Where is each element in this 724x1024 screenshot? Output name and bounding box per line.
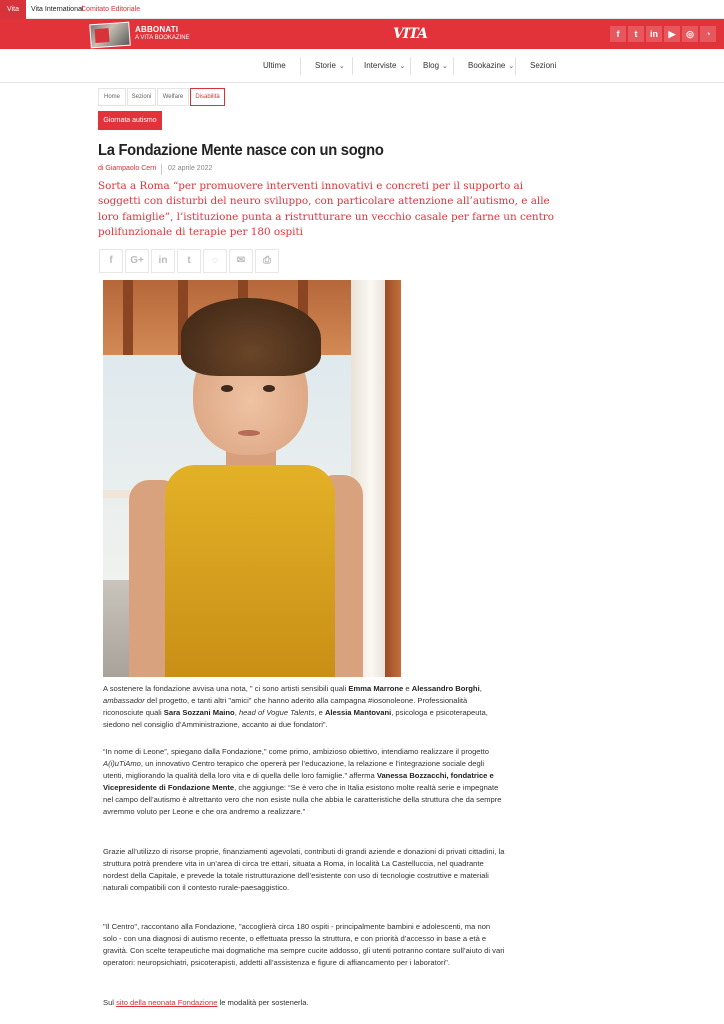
chevron-down-icon: ⌄ [508,63,515,70]
twitter-icon[interactable]: t [628,26,644,42]
p1-segment: A sostenere la fondazione avvisa una nota, " ci sono artisti sensibili quali [103,684,349,693]
p2-segment: Vanessa Bozzacchi, fondatrice e Vicepresidente di Fondazione Mente [103,771,494,792]
chevron-down-icon: ⌄ [399,63,406,70]
p1-segment: , e [314,708,325,717]
topbar-comitato-link[interactable]: Comitato Editoriale [81,6,141,13]
p1-segment: Sara Sozzani Maino [163,708,235,717]
linkedin-icon[interactable]: in [646,26,662,42]
top-bar [0,0,724,19]
body-paragraph-2 [103,746,505,818]
p2-segment: A(i)uTiAmo [103,759,141,768]
photo-yellow-tank-top [165,465,335,677]
breadcrumb-3[interactable]: Welfare [157,88,189,106]
p5-text-pre: Sul [103,998,117,1007]
photo-beam [123,280,133,355]
instagram-icon[interactable]: ◎ [682,26,698,42]
facebook-share-icon[interactable]: f [99,249,123,273]
breadcrumb-2[interactable]: Sezioni [127,88,156,106]
chevron-down-icon: ⌄ [442,63,448,70]
nav-divider [410,57,411,75]
nav-divider [515,57,516,75]
body-paragraph-5 [103,997,505,1009]
site-header [0,19,724,49]
bookazine-cover-image[interactable] [89,22,131,49]
p1-segment: , psicologa e psicoterapeuta, siedono nel consiglio d’Amministrazione, accanto ai due fondatori". [103,708,488,729]
linkedin-share-icon[interactable]: in [151,249,175,273]
photo-eye-left [221,385,233,392]
p2-segment: , che aggiunge: “Se è vero che in Italia esistono molte realtà serie e impegnate nel campo dell’autismo è altrettanto vero che non esiste nulla che abbia le caratteristiche della struttura che da sempre avremmo voluto per Leone e che ora andremo a realizzare.” [103,783,502,816]
p2-segment: “In nome di Leone”, spiegano dalla Fondazione," come primo, ambizioso obiettivo, intendiamo realizzare il progetto [103,747,489,756]
print-share-icon[interactable]: ⎙ [255,249,279,273]
chevron-down-icon: ⌄ [338,63,345,70]
nav-divider [300,57,301,75]
nav-item-label: Bookazine [468,61,506,70]
p1-segment: del progetto, e tanti altri "amici" che hanno aderito alla campagna #iosonoleone. Professionalità riconosciute quali [103,696,468,717]
breadcrumb-4[interactable]: Disabilità [190,88,225,106]
nav-item-interviste[interactable] [364,49,405,83]
whatsapp-share-icon[interactable]: ◌ [203,249,227,273]
youtube-icon[interactable]: ▶ [664,26,680,42]
article-photo [103,280,401,677]
facebook-icon[interactable]: f [610,26,626,42]
p1-segment: head of Vogue Talents [238,708,315,717]
p1-segment: Alessia Mantovani [324,708,392,717]
email-share-icon[interactable]: ✉ [229,249,253,273]
photo-hair [181,298,321,376]
p1-segment: , [479,684,482,693]
nav-item-blog[interactable] [423,49,448,83]
nav-item-label: Blog [423,61,440,70]
nav-divider [453,57,454,75]
p1-segment: Emma Marrone [348,684,404,693]
abbonati-title[interactable]: ABBONATI [135,25,179,34]
p1-segment: e [403,684,412,693]
article-lead: Sorta a Roma “per promuovere interventi innovativi e concreti per il supporto ai soggetti con disturbi del neuro sviluppo, con particolare attenzione all’autismo, e alle loro famiglie”, l’istituzione punta a ristrutturare un vecchio casale per farne un centro polifunzionale di terapie per 180 ospiti [98,180,555,238]
nav-item-label: Storie [315,61,336,70]
p1-segment: Alessandro Borghi [411,684,480,693]
article-title: La Fondazione Mente nasce con un sogno [98,142,384,159]
twitter-share-icon[interactable]: t [177,249,201,273]
googleplus-share-icon[interactable]: G+ [125,249,149,273]
breadcrumb-1[interactable]: Home [98,88,126,106]
body-paragraph-1 [103,683,505,731]
body-paragraph-3: Grazie all’utilizzo di risorse proprie, finanziamenti agevolati, contributi di grandi aziende e donazioni di privati cittadini, la struttura potrà prendere vita in un’area di circa tre ettari, situata a Roma, in località La Castelluccia, nel quadrante nordest della Capitale, e prevede la totale ristrutturazione dell’esistente con uso di tecnologie costruttive e materiali naturali compatibili con il contesto rurale-paesaggistico. [103,847,505,892]
topbar-international-link[interactable]: Vita International [31,6,84,13]
body-paragraph-4: "Il Centro", raccontano alla Fondazione, "accoglierà circa 180 ospiti - principalmente bambini e adolescenti, ma non solo - con una diagnosi di autismo recente, o effettuata presso la struttura, e con priorità d’accesso in base a età e gravità. Con scelte terapeutiche mai dogmatiche ma sempre cucite addosso, gli utenti potranno contare sull’aiuto di vari operatori: neuropsichiatri, psicoterapisti, addetti all’assistenza e figure di affiancamento per i laboratori". [103,922,505,967]
nav-item-label: Ultime [263,61,286,70]
p2-segment: , un innovativo Centro terapico che opererà per l’educazione, la relazione e l’integrazione sociale degli utenti, migliorando la qualità della loro vita e di quella delle loro famiglie.” afferma [103,759,485,780]
nav-item-label: Interviste [364,61,397,70]
p1-segment: , [234,708,239,717]
p1-segment: ambassador [103,696,145,705]
photo-mouth [238,430,260,436]
topbar-vita-link[interactable]: Vita [0,0,26,19]
abbonati-subtitle[interactable]: A VITA BOOKAZINE [135,35,190,41]
nav-divider [352,57,353,75]
p5-text-post: le modalità per sostenerla. [217,998,309,1007]
nav-item-sezioni[interactable] [530,49,556,83]
nav-item-label: Sezioni [530,61,557,70]
photo-eye-right [263,385,275,392]
rss-icon[interactable]: ◔ [700,26,716,42]
nav-item-storie[interactable] [315,49,345,83]
vita-logo[interactable]: VITA [393,26,427,42]
author-divider [161,164,162,175]
main-nav [0,49,724,83]
nav-item-ultime[interactable] [263,49,286,83]
foundation-site-link[interactable]: sito della neonata Fondazione [116,998,218,1007]
photo-doorframe [385,280,401,677]
article-author[interactable]: di Giampaolo Cerri [98,165,157,172]
category-tag[interactable]: Giornata autismo [98,111,162,130]
nav-item-bookazine[interactable] [468,49,514,83]
article-date: 02 aprile 2022 [168,165,213,172]
